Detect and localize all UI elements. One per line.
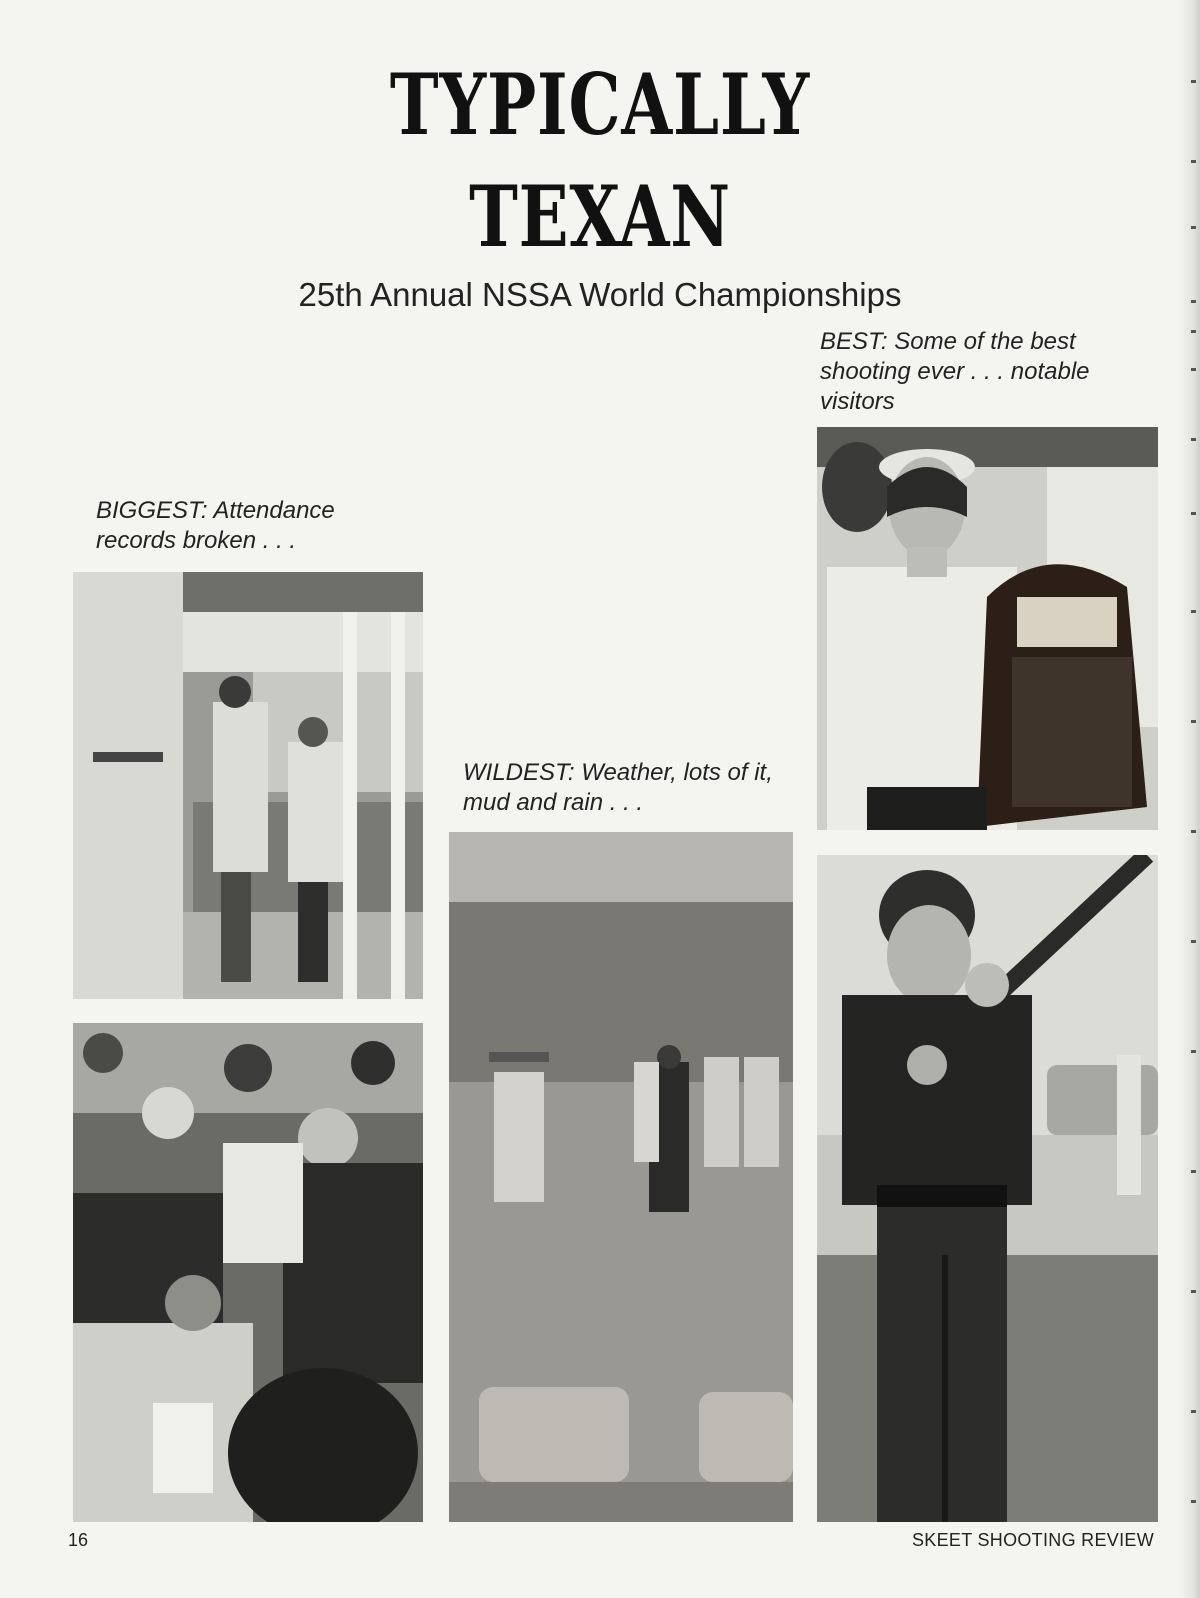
edge-mark [1191,330,1196,333]
headline-line-2: TEXAN [469,167,731,266]
edge-mark [1191,438,1196,441]
magazine-name: SKEET SHOOTING REVIEW [911,1530,1154,1550]
caption-biggest: BIGGEST: Attendance records broken . . . [96,497,335,554]
edge-mark [1191,940,1196,943]
edge-mark [1191,720,1196,723]
edge-mark [1191,1050,1196,1053]
edge-mark [1191,368,1196,371]
caption-wildest: WILDEST: Weather, lots of it, mud and rain . . . [463,759,773,816]
photo-young-man-with-trophy [817,427,1158,830]
photo-muddy-field-shooters [449,832,793,1522]
photo-banquet-crowd [73,1023,423,1522]
headline-line-1: TYPICALLY [389,55,811,154]
photo-man-with-shotgun [817,855,1158,1522]
edge-mark [1191,830,1196,833]
subtitle: 25th Annual NSSA World Championships [298,276,902,313]
edge-mark [1191,80,1196,83]
edge-mark [1191,1410,1196,1413]
edge-mark [1191,160,1196,163]
page-number: 16 [68,1530,89,1550]
page-edge [1178,0,1200,1598]
edge-mark [1191,1290,1196,1293]
edge-mark [1191,226,1196,229]
edge-mark [1191,1500,1196,1503]
edge-mark [1191,1170,1196,1173]
edge-mark [1191,512,1196,515]
edge-mark [1191,610,1196,613]
caption-best: BEST: Some of the best shooting ever . . . notable visitors [820,328,1090,415]
photo-score-board-porch [73,572,423,999]
